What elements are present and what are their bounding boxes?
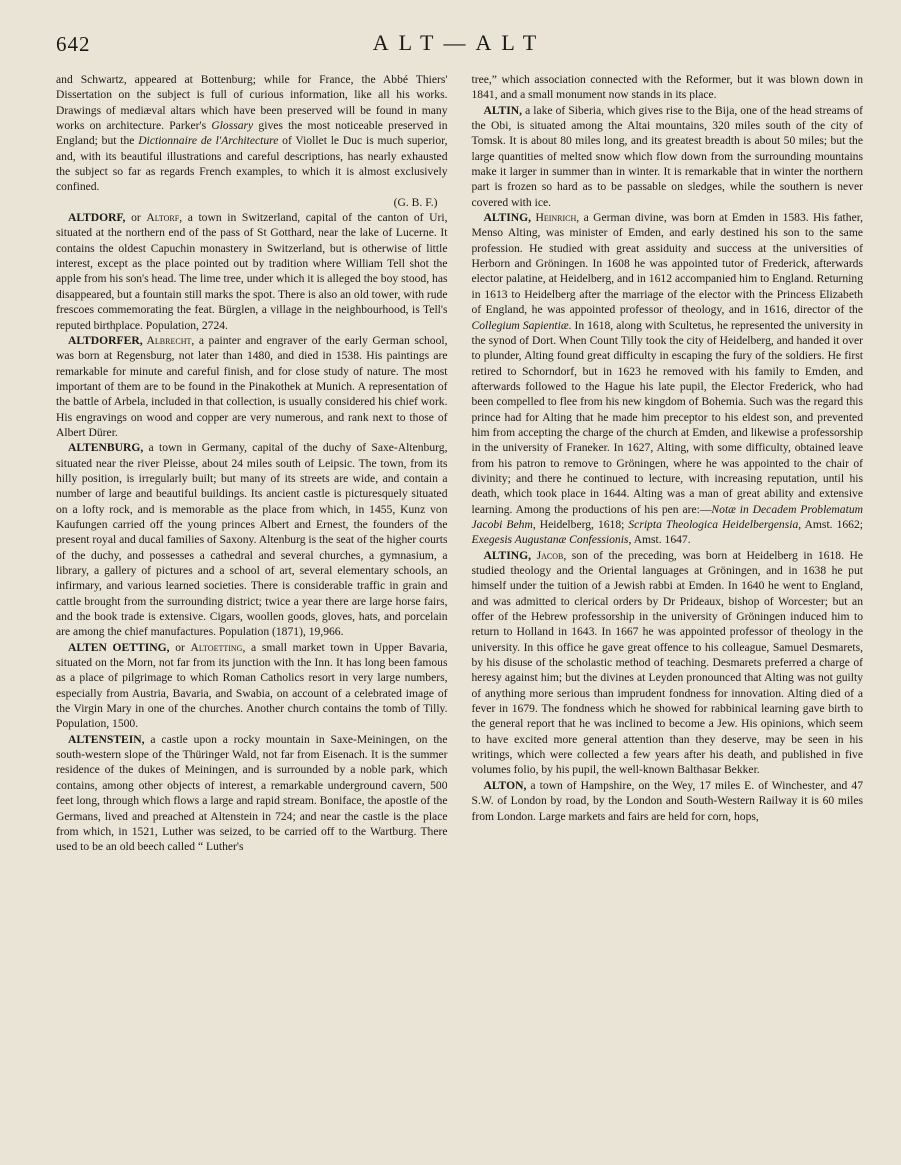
entry-altdorf: ALTDORF, or Altorf, a town in Switzerland, capital of the canton of Uri, situated at the northern end of the pass of St Gotthard, near the lake of Lucerne. It contains the oldest Capuchin monastery in Switzerland, but is otherwise of little interest, except as the place pointed out by tradition where William Tell shot the apple from his son's head. The lime tree, under which it is alleged the boy stood, has disappeared, but a fountain still marks the spot. There is also an old tower, with rude frescoes commemorating the feat. Bürglen, a village in the neighbourhood, is Tell's reputed birthplace. Population, 2724. [56, 211, 448, 332]
page-number: 642 [56, 32, 91, 56]
entry-altenburg: ALTENBURG, a town in Germany, capital of the duchy of Saxe-Altenburg, situated near the river Pleisse, about 24 miles south of Leipsic. The town, from its hilly position, is irregularly built; but many of its streets are wide, and contain a number of large and beautiful buildings. Its ancient castle is picturesquely situated on a lofty rock, and is memorable as the place from which, in 1455, Kunz von Kaufungen carried off the young princes Albert and Ernest, the founders of the present royal and ducal families of Saxony. Altenburg is the seat of the higher courts of the duchy, and possesses a cathedral and several churches, a gymnasium, a library, a gallery of pictures and a school of art, several elementary schools, an infirmary, and various learned societies. There is considerable traffic in grain and cattle brought from the surrounding district; twice a year there are large horse fairs, and the book trade is extensive. Cigars, woollen goods, gloves, hats, and porcelain are among the chief manufactures. Population (1871), 19,966. [56, 441, 448, 639]
entry-altdorfer: ALTDORFER, Albrecht, a painter and engraver of the early German school, was born at Regensburg, not later than 1480, and died in 1538. His paintings are remarkable for minute and careful finish, and for close study of nature. The most important of them are to be found in the Pinakothek at Munich. A representation of the battle of Arbela, included in that collection, is usually considered his chief work. His engravings on wood and copper are very numerous, and rank next to those of Albert Dürer. [56, 333, 448, 439]
headword: ALTDORF, [68, 211, 126, 225]
headword: ALTEN OETTING, [68, 640, 170, 654]
headword: ALTON, [483, 778, 527, 792]
entry-alting-jacob: ALTING, Jacob, son of the preceding, was born at Heidelberg in 1618. He studied theology and the Oriental languages at Gröningen, and in 1638 he put himself under the tuition of a Jewish rabbi at Emden. In 1640 he went to England, and was admitted to clerical orders by Dr Prideaux, bishop of Worcester; but an offer of the Hebrew professorship in the university of Gröningen induced him to return to Holland in 1643. In 1667 he was appointed professor of theology in the university. In this office he gave great offence to his colleague, Samuel Desmarets, by his disuse of the scholastic method of teaching. Desmarets preferred a charge of heresy against him; but the divines at Leyden pronounced that Alting was not guilty of anything more serious than imprudent fondness for innovation. Alting died of a fever in 1679. The fondness which he showed for rabbinical learning gave birth to the general report that he was inclined to become a Jew. His opinions, which seem to have excited more general attention than they deserve, may be seen in his writings, which were collected a few years after his death, and published in five volumes folio, by his pupil, the well-known Balthasar Bekker. [471, 548, 863, 777]
entry-altin: ALTIN, a lake of Siberia, which gives rise to the Bija, one of the head streams of the Obi, is situated among the Altai mountains, 320 miles south of the city of Tomsk. It is about 80 miles long, and its greatest breadth is about 50 miles; but the large quantities of melted snow which flow down from the surrounding mountains make it larger in summer than in winter. It is remarkable that in winter the northern part is frozen so hard as to be passable on sledges, while the southern is never covered with ice. [471, 103, 863, 209]
entry-alton: ALTON, a town of Hampshire, on the Wey, 17 miles E. of Winchester, and 47 S.W. of London by road, by the London and South-Western Railway it is 60 miles from London. Large markets and fairs are held for corn, hops, [471, 778, 863, 823]
headword: ALTENSTEIN, [68, 732, 145, 746]
right-column [472, 72, 864, 855]
entry-altenstein: ALTENSTEIN, a castle upon a rocky mountain in Saxe-Meiningen, on the south-western slope of the Thüringer Wald, not far from Eisenach. It is the summer residence of the dukes of Meiningen, and is surrounded by a noble park, which contains, among other objects of interest, a remarkable underground cavern, 500 feet long, through which flows a large and rapid stream. Boniface, the apostle of the Germans, lived and preached at Altenstein in 724; and near the castle is the place from which, in 1521, Luther was seized, to be carried off to the Wartburg. There used to be an old beech called “ Luther's [56, 732, 448, 854]
headword: ALTENBURG, [68, 441, 144, 455]
headword: ALTING, [483, 548, 532, 562]
running-head: ALT—ALT [372, 30, 547, 55]
headword: ALTIN, [483, 103, 523, 117]
altenstein-continuation: tree,” which association connected with the Reformer, but it was blown down in 1841, and a small monument now stands in its place. [471, 73, 863, 102]
page-header [56, 30, 863, 66]
entry-alten-oetting: ALTEN OETTING, or Altoetting, a small market town in Upper Bavaria, situated on the Morn, not far from its junction with the Inn. It has long been famous as a place of pilgrimage to which Roman Catholics resort in very large numbers, especially from Austria, Bavaria, and Swabia, on account of a celebrated image of the Virgin Mary in one of the churches. Another church contains the tomb of Tilly. Population, 1500. [56, 640, 448, 731]
left-column [56, 72, 448, 855]
headword: ALTDORFER, [68, 333, 143, 347]
altar-continuation: and Schwartz, appeared at Bottenburg; while for France, the Abbé Thiers' Dissertation on the subject is full of curious information, like all his works. Drawings of mediæval altars which have been preserved will be found in many works on architecture. Parker's Glossary gives the most noticeable preserved in England; but the Dictionnaire de l'Architecture of Viollet le Duc is much superior, and, with its beautiful illustrations and careful descriptions, has nearly exhausted the subject so far as regards French examples, to which it is almost exclusively confined. (G. B. F.) [56, 73, 448, 209]
headword: ALTING, [483, 211, 532, 225]
text-columns [56, 72, 863, 855]
author-signature: (G. B. F.) [393, 195, 438, 209]
entry-alting-heinrich: ALTING, Heinrich, a German divine, was born at Emden in 1583. His father, Menso Alting, was minister of Emden, and early destined his son to the same profession. He studied with great assiduity and success at the universities of Herborn and Gröningen. In 1608 he was appointed tutor of Frederick, afterwards elector palatine, at Heidelberg, and in 1612 accompanied him to England. Returning in 1613 to Heidelberg after the marriage of the elector with the Princess Elizabeth of England, he was appointed professor of theology, and in 1616, director of the Collegium Sapientiæ. In 1618, along with Scultetus, he represented the university in the synod of Dort. When Count Tilly took the city of Heidelberg, and handed it over to plunder, Alting found great difficulty in escaping the fury of the soldiers. He first retired to Schorndorf, but in 1623 he removed with his family to Emden, and afterwards followed to the Hague his late pupil, the Elector Frederick, who had been compelled to flee from his new kingdom of Bohemia. Such was the regard this prince had for Alting that he made him preceptor to his eldest son, and prevented him from accepting the charge of the church at Emden, and likewise a professorship in the university of Franeker. In 1627, Alting, with some difficulty, obtained leave from his patron to remove to Gröningen, where he was appointed to the chair of divinity; and there he continued to lecture, with increasing reputation, until his death, which took place in 1644. Alting was a man of great ability and extensive learning. Among the productions of his pen are:—Notæ in Decadem Problematum Jacobi Behm, Heidelberg, 1618; Scripta Theologica Heidelbergensia, Amst. 1662; Exegesis Augustanæ Confessionis, Amst. 1647. [471, 211, 864, 547]
